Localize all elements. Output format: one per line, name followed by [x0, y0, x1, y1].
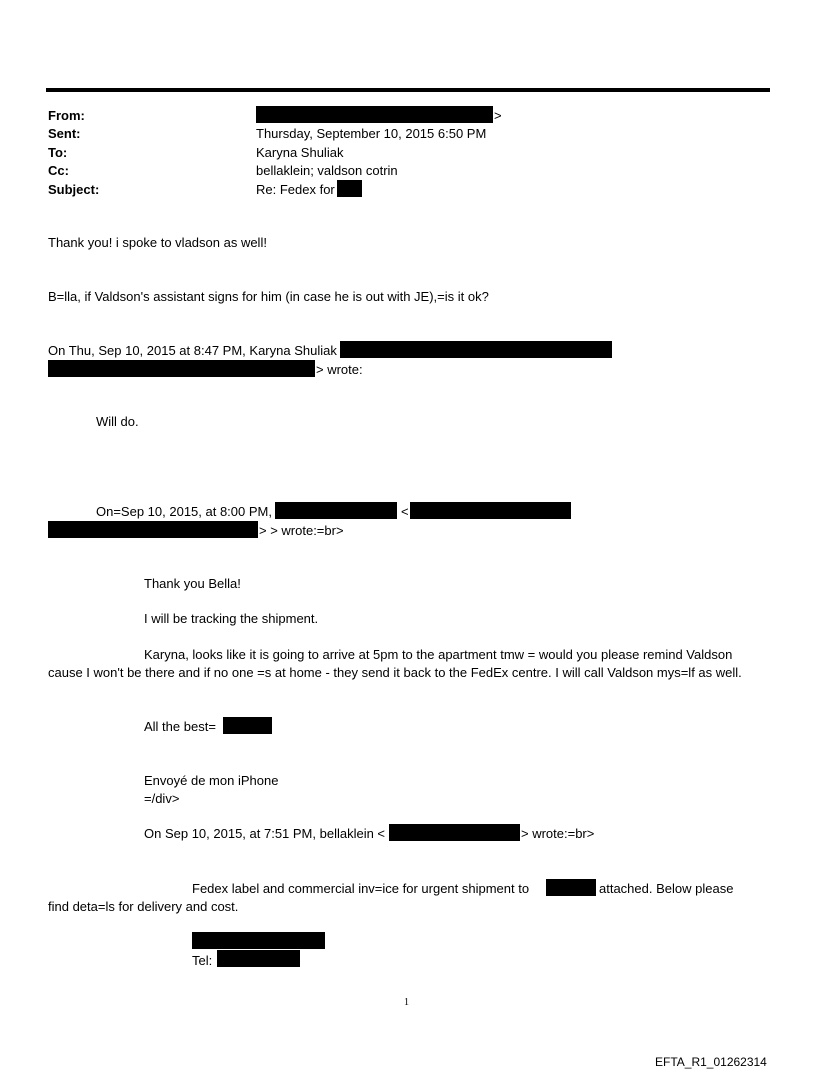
thanks-line: Thank you Bella! [144, 576, 241, 591]
sent-label: Sent: [48, 126, 81, 141]
all-best-line: All the best= [144, 719, 216, 734]
redaction-sender-name [192, 932, 325, 949]
page-number: 1 [404, 997, 409, 1008]
to-label: To: [48, 145, 68, 160]
fedex-line2: find deta=ls for delivery and cost. [48, 899, 239, 914]
envoye-line: Envoyé de mon iPhone [144, 773, 279, 788]
redaction-fedex-recipient [546, 879, 596, 896]
quote1-tail: > wrote: [316, 362, 363, 377]
redaction-phone [217, 950, 300, 967]
redaction-subject [337, 180, 362, 197]
from-tail: > [494, 108, 502, 123]
redaction-quote1-email-a [340, 341, 612, 358]
redaction-quote3-email [389, 824, 520, 841]
redaction-quote2-name [275, 502, 397, 519]
redaction-quote2-email-b [48, 521, 258, 538]
body-line1: Thank you! i spoke to vladson as well! [48, 235, 267, 250]
quote3-intro: On Sep 10, 2015, at 7:51 PM, bellaklein < [144, 826, 386, 841]
to-value: Karyna Shuliak [256, 145, 344, 160]
quote1-text: Will do. [96, 414, 139, 429]
karyna-line2: cause I won't be there and if no one =s at home - they send it back to the FedEx centre. I will call Valdson mys=lf as well. [48, 665, 742, 680]
subject-value: Re: Fedex for [256, 182, 335, 197]
karyna-line1: Karyna, looks like it is going to arrive at 5pm to the apartment tmw = would you please remind Valdson [144, 647, 733, 662]
fedex-line1-a: Fedex label and commercial inv=ice for urgent shipment to [192, 881, 530, 896]
tracking-line: I will be tracking the shipment. [144, 611, 319, 626]
tel-label: Tel: [192, 953, 213, 968]
quote2-intro: On=Sep 10, 2015, at 8:00 PM, [96, 504, 272, 519]
fedex-line1-b: attached. Below please [599, 881, 734, 896]
document-id: EFTA_R1_01262314 [655, 1055, 767, 1069]
quote2-lt: < [401, 504, 409, 519]
redaction-from [256, 106, 493, 123]
from-label: From: [48, 108, 85, 123]
quote1-intro: On Thu, Sep 10, 2015 at 8:47 PM, Karyna Shuliak [48, 343, 337, 358]
header-rule [46, 88, 770, 92]
cc-value: bellaklein; valdson cotrin [256, 163, 398, 178]
body-line2: B=lla, if Valdson's assistant signs for him (in case he is out with JE),=is it ok? [48, 289, 489, 304]
redaction-quote1-email-b [48, 360, 315, 377]
subject-label: Subject: [48, 182, 100, 197]
quote2-tail: > > wrote:=br> [259, 523, 344, 538]
redaction-quote2-email-a [410, 502, 571, 519]
cc-label: Cc: [48, 163, 69, 178]
quote3-tail: > wrote:=br> [521, 826, 595, 841]
sent-value: Thursday, September 10, 2015 6:50 PM [256, 126, 487, 141]
redaction-signoff [223, 717, 272, 734]
div-close-line: =/div> [144, 791, 180, 806]
